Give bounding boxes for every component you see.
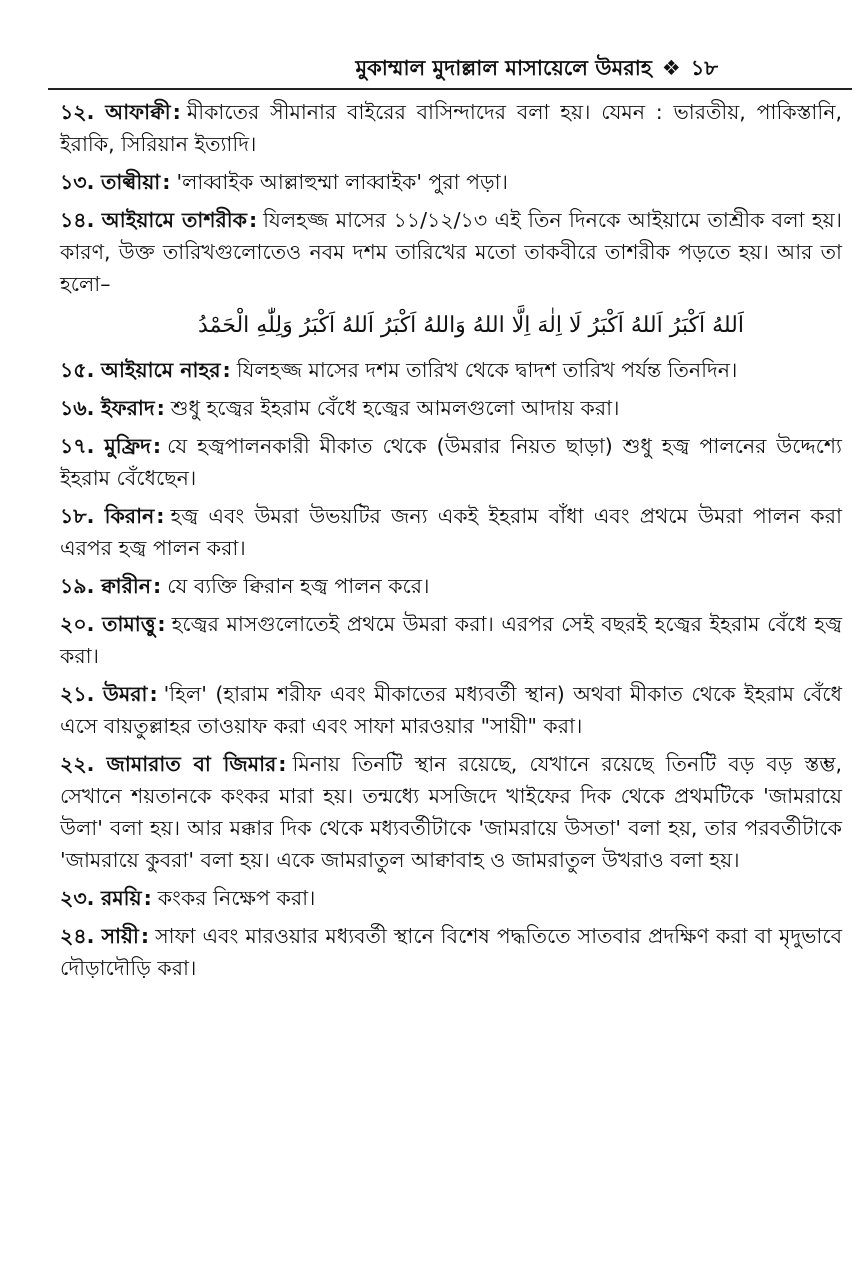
entry-number: ১৭.	[60, 434, 95, 458]
glossary-entry: ১৯. ক্বারীন: যে ব্যক্তি ক্বিরান হজ্ব পালন করে।	[60, 574, 430, 598]
arabic-takbir: اَللهُ اَكْبَرُ اَللهُ اَكْبَرُ لَا اِلٰهَ اِلَّا اللهُ وَاللهُ اَكْبَرُ اَللهُ اَكْبَرُ وَلِلّٰهِ الْحَمْدُ	[198, 313, 744, 338]
entry-definition: সাফা এবং মারওয়ার মধ্যবর্তী স্থানে বিশেষ পদ্ধতিতে সাতবার প্রদক্ষিণ করা বা মৃদুভাবে দৌড়াদৌড়ি করা।	[60, 924, 842, 980]
entry-definition: যিলহজ্জ মাসের দশম তারিখ থেকে দ্বাদশ তারিখ পর্যন্ত তিনদিন।	[236, 358, 738, 382]
entry-term: ক্বারীন	[100, 574, 151, 598]
entry-number: ১৬.	[60, 396, 95, 420]
ornament-icon: ❖	[661, 56, 681, 80]
entry-number: ২১.	[60, 682, 95, 706]
entry-term: তাল্বীয়া	[100, 170, 161, 194]
entry-term: তামাত্তু	[102, 612, 156, 636]
entry-number: ২৩.	[60, 886, 95, 910]
entry-term: সায়ী	[101, 924, 139, 948]
header-rule	[48, 88, 852, 90]
running-header	[0, 52, 868, 84]
entry-number: ২৪.	[60, 924, 95, 948]
glossary-entry: ১৪. আইয়ামে তাশরীক: যিলহজ্জ মাসের ১১/১২/১৩ এই তিন দিনকে আইয়ামে তাশ্রীক বলা হয়। কারণ, উক্ত তারিখগুলোতেও নবম দশম তারিখের মতো তাকবীরে তাশরীক পড়তে হয়। আর তা হলো–	[60, 208, 842, 296]
entry-term: আইয়ামে নাহর	[100, 358, 221, 382]
glossary-entry: ১৬. ইফরাদ: শুধু হজ্বের ইহরাম বেঁধে হজ্বের আমলগুলো আদায় করা।	[60, 396, 620, 420]
glossary-entry: ১২. আফাক্বী: মীকাতের সীমানার বাইরের বাসিন্দাদের বলা হয়। যেমন : ভারতীয়, পাকিস্তানি, ইরাকি, সিরিয়ান ইত্যাদি।	[60, 100, 842, 156]
entry-number: ১২.	[60, 100, 95, 124]
entry-definition: মিনায় তিনটি স্থান রয়েছে, যেখানে রয়েছে তিনটি বড় বড় স্তম্ভ, সেখানে শয়তানকে কংকর মারা হয়। তন্মধ্যে মসজিদে খাইফের দিক থেকে প্রথমটিকে 'জামরায়ে উলা' বলা হয়। আর মক্কার দিক থেকে মধ্যবর্তীটাকে 'জামরায়ে উসতা' বলা হয়, তার পরবর্তীটাকে 'জামরায়ে কুবরা' বলা হয়। একে জামরাতুল আক্বাবাহ ও জামরাতুল উখরাও বলা হয়।	[60, 752, 842, 872]
glossary-entry: ২৪. সায়ী: সাফা এবং মারওয়ার মধ্যবর্তী স্থানে বিশেষ পদ্ধতিতে সাতবার প্রদক্ষিণ করা বা মৃদুভাবে দৌড়াদৌড়ি করা।	[60, 924, 842, 980]
entry-term: ইফরাদ	[100, 396, 155, 420]
book-title: মুকাম্মাল মুদাল্লাল মাসায়েলে উমরাহ	[355, 56, 652, 80]
glossary-entry: ১৭. মুফ্রিদ: যে হজ্বপালনকারী মীকাত থেকে (উমরার নিয়ত ছাড়া) শুধু হজ্ব পালনের উদ্দেশ্যে ইহরাম বেঁধেছেন।	[60, 434, 842, 490]
entry-definition: শুধু হজ্বের ইহরাম বেঁধে হজ্বের আমলগুলো আদায় করা।	[170, 396, 620, 420]
glossary-entry: ২১. উমরা: 'হিল' (হারাম শরীফ এবং মীকাতের মধ্যবর্তী স্থান) অথবা মীকাত থেকে ইহরাম বেঁধে এসে বায়তুল্লাহর তাওয়াফ করা এবং সাফা মারওয়ার "সায়ী" করা।	[60, 682, 842, 738]
entry-term: আফাক্বী	[105, 100, 171, 124]
glossary-entry: ১৮. কিরান: হজ্ব এবং উমরা উভয়টির জন্য একই ইহরাম বাঁধা এবং প্রথমে উমরা পালন করা এরপর হজ্ব পালন করা।	[60, 504, 842, 560]
entry-definition: হজ্বের মাসগুলোতেই প্রথমে উমরা করা। এরপর সেই বছরই হজ্বের ইহরাম বেঁধে হজ্ব করা।	[60, 612, 842, 668]
entry-number: ১৮.	[60, 504, 95, 528]
entry-number: ১৪.	[60, 208, 95, 232]
entry-definition: 'হিল' (হারাম শরীফ এবং মীকাতের মধ্যবর্তী স্থান) অথবা মীকাত থেকে ইহরাম বেঁধে এসে বায়তুল্লাহর তাওয়াফ করা এবং সাফা মারওয়ার "সায়ী" করা।	[60, 682, 842, 738]
entry-definition: যে ব্যক্তি ক্বিরান হজ্ব পালন করে।	[167, 574, 430, 598]
entry-number: ১৩.	[60, 170, 95, 194]
entry-number: ২২.	[60, 752, 95, 776]
entry-number: ২০.	[60, 612, 95, 636]
entry-definition: 'লাব্বাইক আল্লাহুম্মা লাব্বাইক' পুরা পড়া।	[176, 170, 508, 194]
entry-term: উমরা	[102, 682, 148, 706]
entry-definition: যে হজ্বপালনকারী মীকাত থেকে (উমরার নিয়ত ছাড়া) শুধু হজ্ব পালনের উদ্দেশ্যে ইহরাম বেঁধেছেন।	[60, 434, 842, 490]
glossary-entry: ২০. তামাত্তু: হজ্বের মাসগুলোতেই প্রথমে উমরা করা। এরপর সেই বছরই হজ্বের ইহরাম বেঁধে হজ্ব করা।	[60, 612, 842, 668]
entry-number: ১৫.	[60, 358, 95, 382]
entry-definition: মীকাতের সীমানার বাইরের বাসিন্দাদের বলা হয়। যেমন : ভারতীয়, পাকিস্তানি, ইরাকি, সিরিয়ান ইত্যাদি।	[60, 100, 842, 156]
entry-term: মুফ্রিদ	[104, 434, 151, 458]
entry-definition: কংকর নিক্ষেপ করা।	[157, 886, 316, 910]
entry-term: আইয়ামে তাশরীক	[101, 208, 247, 232]
entry-definition: হজ্ব এবং উমরা উভয়টির জন্য একই ইহরাম বাঁধা এবং প্রথমে উমরা পালন করা এরপর হজ্ব পালন করা।	[60, 504, 842, 560]
glossary-entry: ২২. জামারাত বা জিমার: মিনায় তিনটি স্থান রয়েছে, যেখানে রয়েছে তিনটি বড় বড় স্তম্ভ, সেখানে শয়তানকে কংকর মারা হয়। তন্মধ্যে মসজিদে খাইফের দিক থেকে প্রথমটিকে 'জামরায়ে উলা' বলা হয়। আর মক্কার দিক থেকে মধ্যবর্তীটাকে 'জামরায়ে উসতা' বলা হয়, তার পরবর্তীটাকে 'জামরায়ে কুবরা' বলা হয়। একে জামরাতুল আক্বাবাহ ও জামরাতুল উখরাও বলা হয়।	[60, 752, 842, 872]
glossary-list	[60, 96, 842, 990]
entry-definition: যিলহজ্জ মাসের ১১/১২/১৩ এই তিন দিনকে আইয়ামে তাশ্রীক বলা হয়। কারণ, উক্ত তারিখগুলোতেও নবম দশম তারিখের মতো তাকবীরে তাশরীক পড়তে হয়। আর তা হলো–	[60, 208, 842, 296]
glossary-entry: ১৩. তাল্বীয়া: 'লাব্বাইক আল্লাহুম্মা লাব্বাইক' পুরা পড়া।	[60, 170, 508, 194]
entry-term: জামারাত বা জিমার	[106, 752, 277, 776]
glossary-entry: ২৩. রময়ি: কংকর নিক্ষেপ করা।	[60, 886, 316, 910]
glossary-entry: ১৫. আইয়ামে নাহর: যিলহজ্জ মাসের দশম তারিখ থেকে দ্বাদশ তারিখ পর্যন্ত তিনদিন।	[60, 358, 738, 382]
entry-term: কিরান	[104, 504, 155, 528]
entry-term: রময়ি	[100, 886, 142, 910]
entry-number: ১৯.	[60, 574, 95, 598]
page-number: ১৮	[690, 56, 718, 80]
